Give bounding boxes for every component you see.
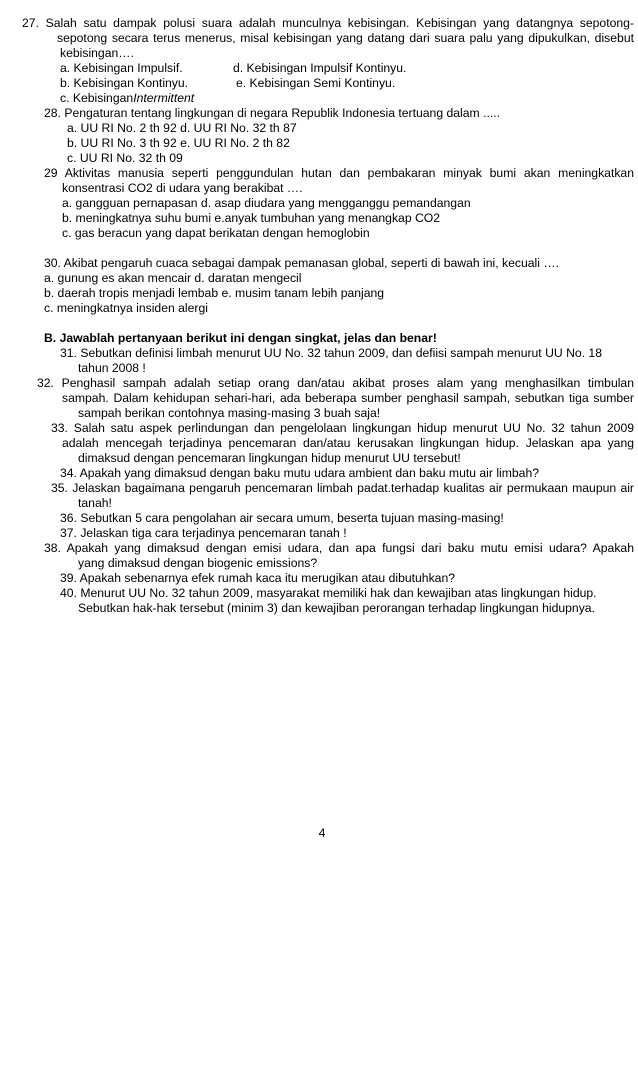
- q31-line2: tahun 2008 !: [78, 361, 146, 375]
- q31-line1: 31. Sebutkan definisi limbah menurut UU No. 32 tahun 2009, dan defiisi sampah menurut UU No. 18: [60, 346, 602, 360]
- q33-line3: dimaksud dengan pencemaran lingkungan hidup menurut UU tersebut!: [78, 451, 461, 465]
- q28-options-row2: b. UU RI No. 3 th 92 e. UU RI No. 2 th 82: [67, 136, 290, 150]
- q30-options-row2: b. daerah tropis menjadi lembab e. musim tanam lebih panjang: [44, 286, 385, 300]
- q36: 36. Sebutkan 5 cara pengolahan air secara umum, beserta tujuan masing-masing!: [60, 511, 504, 525]
- q27-stem-line2: sepotong secara terus menerus, misal kebisingan yang datang dari suara palu yang dipukulkan, disebut: [57, 31, 634, 45]
- q40-line2: Sebutkan hak-hak tersebut (minim 3) dan kewajiban perorangan terhadap lingkungan hidupnya.: [78, 601, 595, 615]
- q29-stem-line2: konsentrasi CO2 di udara yang berakibat ….: [62, 181, 303, 195]
- q32-line2: sampah. Dalam kehidupan sehari-hari, ada beberapa sumber penghasil sampah, sebutkan tiga sumber: [62, 391, 634, 405]
- q29-options-row1: a. gangguan pernapasan d. asap diudara yang mengganggu pemandangan: [62, 196, 471, 210]
- q27-option-b: b. Kebisingan Kontinyu.: [60, 76, 189, 90]
- q27-option-a: a. Kebisingan Impulsif.: [60, 61, 183, 75]
- q28-stem: 28. Pengaturan tentang lingkungan di negara Republik Indonesia tertuang dalam .....: [44, 106, 501, 120]
- q29-options-row3: c. gas beracun yang dapat berikatan dengan hemoglobin: [62, 226, 370, 240]
- q35-line1: 35. Jelaskan bagaimana pengaruh pencemaran limbah padat.terhadap kualitas air permukaan maupun air: [51, 481, 634, 495]
- q39: 39. Apakah sebenarnya efek rumah kaca itu merugikan atau dibutuhkan?: [60, 571, 456, 585]
- q30-stem: 30. Akibat pengaruh cuaca sebagai dampak pemanasan global, seperti di bawah ini, kecuali ….: [44, 256, 559, 270]
- q35-line2: tanah!: [78, 496, 112, 510]
- q28-options-row1: a. UU RI No. 2 th 92 d. UU RI No. 32 th 87: [67, 121, 297, 135]
- q38-line1: 38. Apakah yang dimaksud dengan emisi udara, dan apa fungsi dari baku mutu emisi udara? Apakah: [44, 541, 634, 555]
- q29-options-row2: b. meningkatnya suhu bumi e.anyak tumbuhan yang menangkap CO2: [62, 211, 441, 225]
- q30-options-row1: a. gunung es akan mencair d. daratan mengecil: [44, 271, 302, 285]
- q27-option-c: [60, 91, 194, 106]
- q33-line2: adalah mencegah terjadinya pencemaran dan/atau kerusakan lingkungan hidup. Jelaskan apa yang: [62, 436, 634, 450]
- section-b-heading: B. Jawablah pertanyaan berikut ini dengan singkat, jelas dan benar!: [44, 331, 437, 345]
- q27-option-d: d. Kebisingan Impulsif Kontinyu.: [233, 61, 407, 75]
- q40-line1: 40. Menurut UU No. 32 tahun 2009, masyarakat memiliki hak dan kewajiban atas lingkungan hidup.: [60, 586, 597, 600]
- q28-options-row3: c. UU RI No. 32 th 09: [67, 151, 183, 165]
- q32-line1: 32. Penghasil sampah adalah setiap orang dan/atau akibat proses alam yang menghasilkan timbulan: [37, 376, 634, 390]
- q27-option-c-label: c. Kebisingan: [60, 91, 134, 105]
- q29-stem-line1: 29 Aktivitas manusia seperti penggundulan hutan dan pembakaran minyak bumi akan meningkatkan: [44, 166, 634, 180]
- q32-line3: sampah berikan contohnya masing-masing 3 buah saja!: [78, 406, 381, 420]
- q27-stem-line3: kebisingan….: [60, 46, 134, 60]
- q33-line1: 33. Salah satu aspek perlindungan dan pengelolaan lingkungan hidup menurut UU No. 32 tahun 2009: [51, 421, 634, 435]
- q27-option-e: e. Kebisingan Semi Kontinyu.: [236, 76, 396, 90]
- q38-line2: yang dimaksud dengan biogenic emissions?: [78, 556, 318, 570]
- q37: 37. Jelaskan tiga cara terjadinya pencemaran tanah !: [60, 526, 347, 540]
- q34: 34. Apakah yang dimaksud dengan baku mutu udara ambient dan baku mutu air limbah?: [60, 466, 540, 480]
- page-number: 4: [318, 826, 326, 840]
- q27-option-c-italic: Intermittent: [133, 91, 195, 105]
- q30-options-row3: c. meningkatnya insiden alergi: [44, 301, 208, 315]
- q27-stem-line1: 27. Salah satu dampak polusi suara adalah munculnya kebisingan. Kebisingan yang datangnya sepotong-: [22, 16, 634, 30]
